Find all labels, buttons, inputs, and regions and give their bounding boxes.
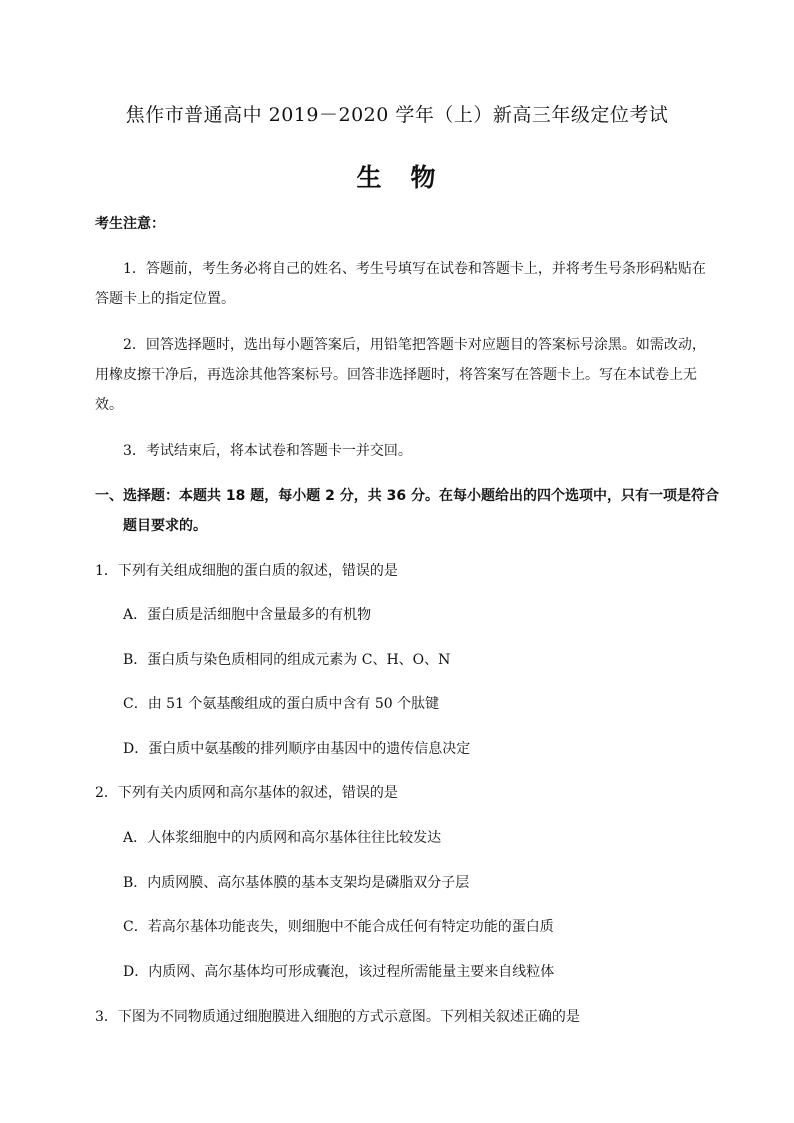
question-2-option-c: C．若高尔基体功能丧失，则细胞中不能合成任何有特定功能的蛋白质 xyxy=(123,919,554,935)
notice-item-1-line-2: 答题卡上的指定位置。 xyxy=(95,291,235,307)
question-1-option-c: C．由 51 个氨基酸组成的蛋白质中含有 50 个肽键 xyxy=(123,696,440,712)
notice-item-2-line-2: 用橡皮擦干净后，再选涂其他答案标号。回答非选择题时，将答案写在答题卡上。写在本试卷上无 xyxy=(95,367,697,383)
question-2-option-a: A．人体浆细胞中的内质网和高尔基体往往比较发达 xyxy=(123,830,442,846)
question-2-option-b: B．内质网膜、高尔基体膜的基本支架均是磷脂双分子层 xyxy=(123,875,470,891)
section-heading-line-2: 题目要求的。 xyxy=(123,518,207,534)
subject-title: 生 物 xyxy=(356,163,438,192)
question-1-stem: 1．下列有关组成细胞的蛋白质的叙述，错误的是 xyxy=(95,563,398,579)
notice-item-1-line-1: 1．答题前，考生务必将自己的姓名、考生号填写在试卷和答题卡上，并将考生号条形码粘贴在 xyxy=(123,261,706,277)
notice-item-2-line-1: 2．回答选择题时，选出每小题答案后，用铅笔把答题卡对应题目的答案标号涂黑。如需改动， xyxy=(123,337,706,353)
notice-heading: 考生注意： xyxy=(95,216,165,232)
notice-item-2-line-3: 效。 xyxy=(95,397,123,413)
question-2-stem: 2．下列有关内质网和高尔基体的叙述，错误的是 xyxy=(95,785,398,801)
question-1-option-b: B．蛋白质与染色质相同的组成元素为 C、H、O、N xyxy=(123,652,451,668)
notice-item-3-line-1: 3．考试结束后，将本试卷和答题卡一并交回。 xyxy=(123,443,412,459)
exam-title: 焦作市普通高中 2019－2020 学年（上）新高三年级定位考试 xyxy=(125,104,669,126)
section-heading-line-1: 一、选择题：本题共 18 题，每小题 2 分，共 36 分。在每小题给出的四个选项中，只有一项是符合 xyxy=(95,488,719,504)
question-2-option-d: D．内质网、高尔基体均可形成囊泡，该过程所需能量主要来自线粒体 xyxy=(123,964,555,980)
question-3-stem: 3．下图为不同物质通过细胞膜进入细胞的方式示意图。下列相关叙述正确的是 xyxy=(95,1009,580,1025)
question-1-option-d: D．蛋白质中氨基酸的排列顺序由基因中的遗传信息决定 xyxy=(123,741,471,757)
question-1-option-a: A．蛋白质是活细胞中含量最多的有机物 xyxy=(123,607,372,623)
